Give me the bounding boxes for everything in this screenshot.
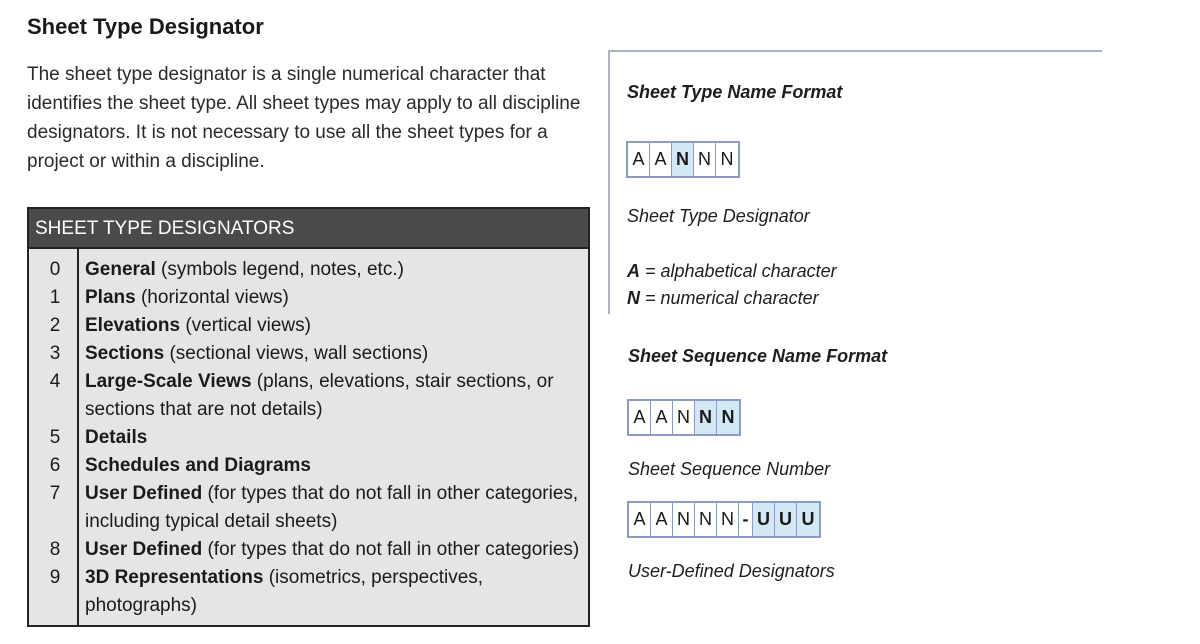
row-description [77,284,585,312]
format-cell: U [753,503,775,536]
row-type-name: Schedules and Diagrams [85,455,311,476]
legend-alpha [627,261,837,282]
row-type-note: (sectional views, wall sections) [164,343,429,364]
table-row [29,284,588,312]
row-type-name: Sections [85,343,165,364]
row-number: 5 [49,427,61,448]
panel-top-rule [608,50,1102,52]
legend-alpha-key: A [627,261,640,281]
table-row [29,312,588,340]
row-description [77,452,585,480]
row-type-note: (symbols legend, notes, etc.) [155,259,404,280]
format-cell: N [720,149,734,169]
format3-caption: User-Defined Designators [628,561,835,581]
row-description [77,256,585,284]
row-description [77,480,585,536]
format-cell: N [717,503,739,536]
row-number: 4 [49,371,61,392]
format2-caption: Sheet Sequence Number [628,459,831,479]
table-row [29,480,588,536]
row-type-name: Plans [85,287,136,308]
format-cell: A [650,143,672,176]
number-column-divider [29,249,79,625]
legend-numeric-key: N [627,288,640,308]
designators-table [27,207,590,627]
table-row [29,340,588,368]
format-cell: A [651,503,673,536]
table-row [29,424,588,452]
format1-caption: Sheet Type Designator [627,206,810,226]
row-description [77,564,585,620]
row-type-note: (for types that do not fall in other categories) [202,539,580,560]
row-description [77,536,585,564]
panel-left-rule [608,50,610,314]
row-type-name: Large-Scale Views [85,371,252,392]
row-type-name: Details [85,427,148,448]
row-number: 2 [49,315,61,336]
format-cell: N [695,401,717,434]
row-number: 1 [49,287,61,308]
table-row [29,536,588,564]
row-description [77,368,585,424]
row-type-note-continued: including typical detail sheets) [85,511,338,532]
table-body [29,249,588,620]
row-description [77,340,585,368]
format-cell: U [775,503,797,536]
row-type-name: 3D Representations [85,567,264,588]
row-number: 8 [49,539,61,560]
row-type-name: User Defined [85,483,203,504]
row-description [77,312,585,340]
format-cell: N [673,503,695,536]
row-type-note-continued: photographs) [85,595,197,616]
table-row [29,368,588,424]
format2-title: Sheet Sequence Name Format [628,346,888,366]
row-number: 7 [49,483,61,504]
page-title: Sheet Type Designator [27,14,264,39]
table-row [29,256,588,284]
table-row [29,452,588,480]
row-number: 9 [49,567,61,588]
row-type-note: (isometrics, perspectives, [263,567,484,588]
user-defined-format-box [627,501,821,538]
format-cell: A [651,401,673,434]
format-cell: N [717,401,739,434]
table-row [29,564,588,620]
format-cell: A [629,401,651,434]
table-rows [29,256,588,620]
row-type-note-continued: sections that are not details) [85,399,323,420]
table-header: SHEET TYPE DESIGNATORS [29,207,588,249]
format-cell: A [629,503,651,536]
sheet-type-format-box [626,141,740,178]
legend-alpha-text: = alphabetical character [640,261,837,281]
format-cell: N [694,143,716,176]
intro-paragraph: The sheet type designator is a single numerical character that identifies the sheet type. All sheet types may apply to all discipline designators. It is not necessary to use all the sheet types for a project or within a discipline. [27,64,581,172]
format-cell: N [673,401,695,434]
row-type-note: (plans, elevations, stair sections, or [251,371,554,392]
row-type-name: Elevations [85,315,181,336]
row-type-name: User Defined [85,539,203,560]
format-cell: N [672,143,694,176]
row-description [77,424,585,452]
format-cell: N [695,503,717,536]
format-cell: U [797,503,819,536]
row-number: 0 [49,259,61,280]
format-cell: A [628,143,650,176]
legend-numeric [627,288,819,309]
sheet-sequence-format-box [627,399,741,436]
format-separator: - [739,503,753,536]
format1-title: Sheet Type Name Format [627,82,843,102]
row-type-note: (for types that do not fall in other categories, [202,483,579,504]
row-type-note: (horizontal views) [135,287,289,308]
row-number: 6 [49,455,61,476]
row-type-note: (vertical views) [180,315,311,336]
row-type-name: General [85,259,156,280]
legend-numeric-text: = numerical character [640,288,819,308]
row-number: 3 [49,343,61,364]
